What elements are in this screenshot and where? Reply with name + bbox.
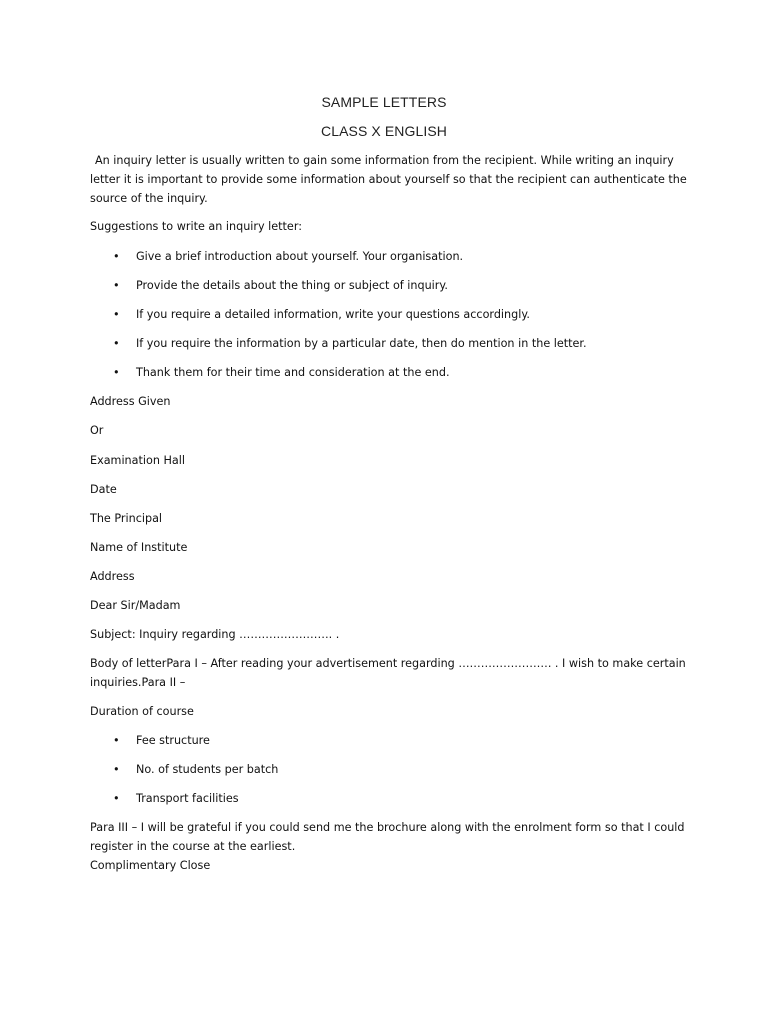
intro-paragraph [90, 151, 700, 208]
letter-exam-hall: Examination Hall [90, 454, 185, 467]
letter-salutation: Dear Sir/Madam [90, 599, 181, 612]
letter-list-text: Fee structure [136, 734, 210, 747]
bullet-icon: • [113, 366, 120, 379]
bullet-icon: • [113, 763, 120, 776]
bullet-icon: • [113, 792, 120, 805]
letter-date: Date [90, 483, 117, 496]
letter-list-text: Transport facilities [136, 792, 239, 805]
bullet-icon: • [113, 734, 120, 747]
letter-subject: Subject: Inquiry regarding ……………………. . [90, 628, 340, 641]
bullet-icon: • [113, 337, 120, 350]
letter-list-item [113, 789, 239, 808]
suggestion-text: Give a brief introduction about yourself. Your organisation. [136, 250, 464, 263]
document-subtitle: CLASS X ENGLISH [321, 123, 447, 139]
intro-lead: An inquiry letter [95, 154, 186, 167]
document-title: SAMPLE LETTERS [321, 94, 447, 110]
suggestion-item [113, 276, 448, 295]
letter-institute: Name of Institute [90, 541, 188, 554]
suggestion-text: Thank them for their time and consideration at the end. [136, 366, 450, 379]
bullet-icon: • [113, 308, 120, 321]
suggestion-item [113, 363, 450, 382]
suggestion-item [113, 305, 530, 324]
suggestion-item [113, 334, 587, 353]
letter-or: Or [90, 424, 104, 437]
intro-rest: is usually written to gain some information from the recipient. While writing an inquiry letter it is important to provide some information about yourself so that the recipient can authenticate the source of the inquiry. [90, 154, 687, 205]
letter-list-item [113, 760, 278, 779]
letter-duration: Duration of course [90, 705, 194, 718]
letter-list-item [113, 731, 210, 750]
suggestions-heading: Suggestions to write an inquiry letter: [90, 220, 302, 233]
letter-close: Complimentary Close [90, 859, 211, 872]
bullet-icon: • [113, 279, 120, 292]
letter-list-text: No. of students per batch [136, 763, 279, 776]
suggestion-text: If you require a detailed information, write your questions accordingly. [136, 308, 530, 321]
letter-principal: The Principal [90, 512, 163, 525]
letter-address-given: Address Given [90, 395, 171, 408]
suggestion-text: Provide the details about the thing or subject of inquiry. [136, 279, 448, 292]
suggestion-item [113, 247, 463, 266]
letter-address: Address [90, 570, 135, 583]
bullet-icon: • [113, 250, 120, 263]
letter-para3: Para III – I will be grateful if you could send me the brochure along with the enrolment form so that I could register in the course at the earliest. [90, 821, 685, 853]
letter-body-para1: Body of letterPara I – After reading your advertisement regarding ……………………. . I wish to make certain inquiries.Para II – [90, 657, 686, 689]
suggestion-text: If you require the information by a particular date, then do mention in the letter. [136, 337, 587, 350]
